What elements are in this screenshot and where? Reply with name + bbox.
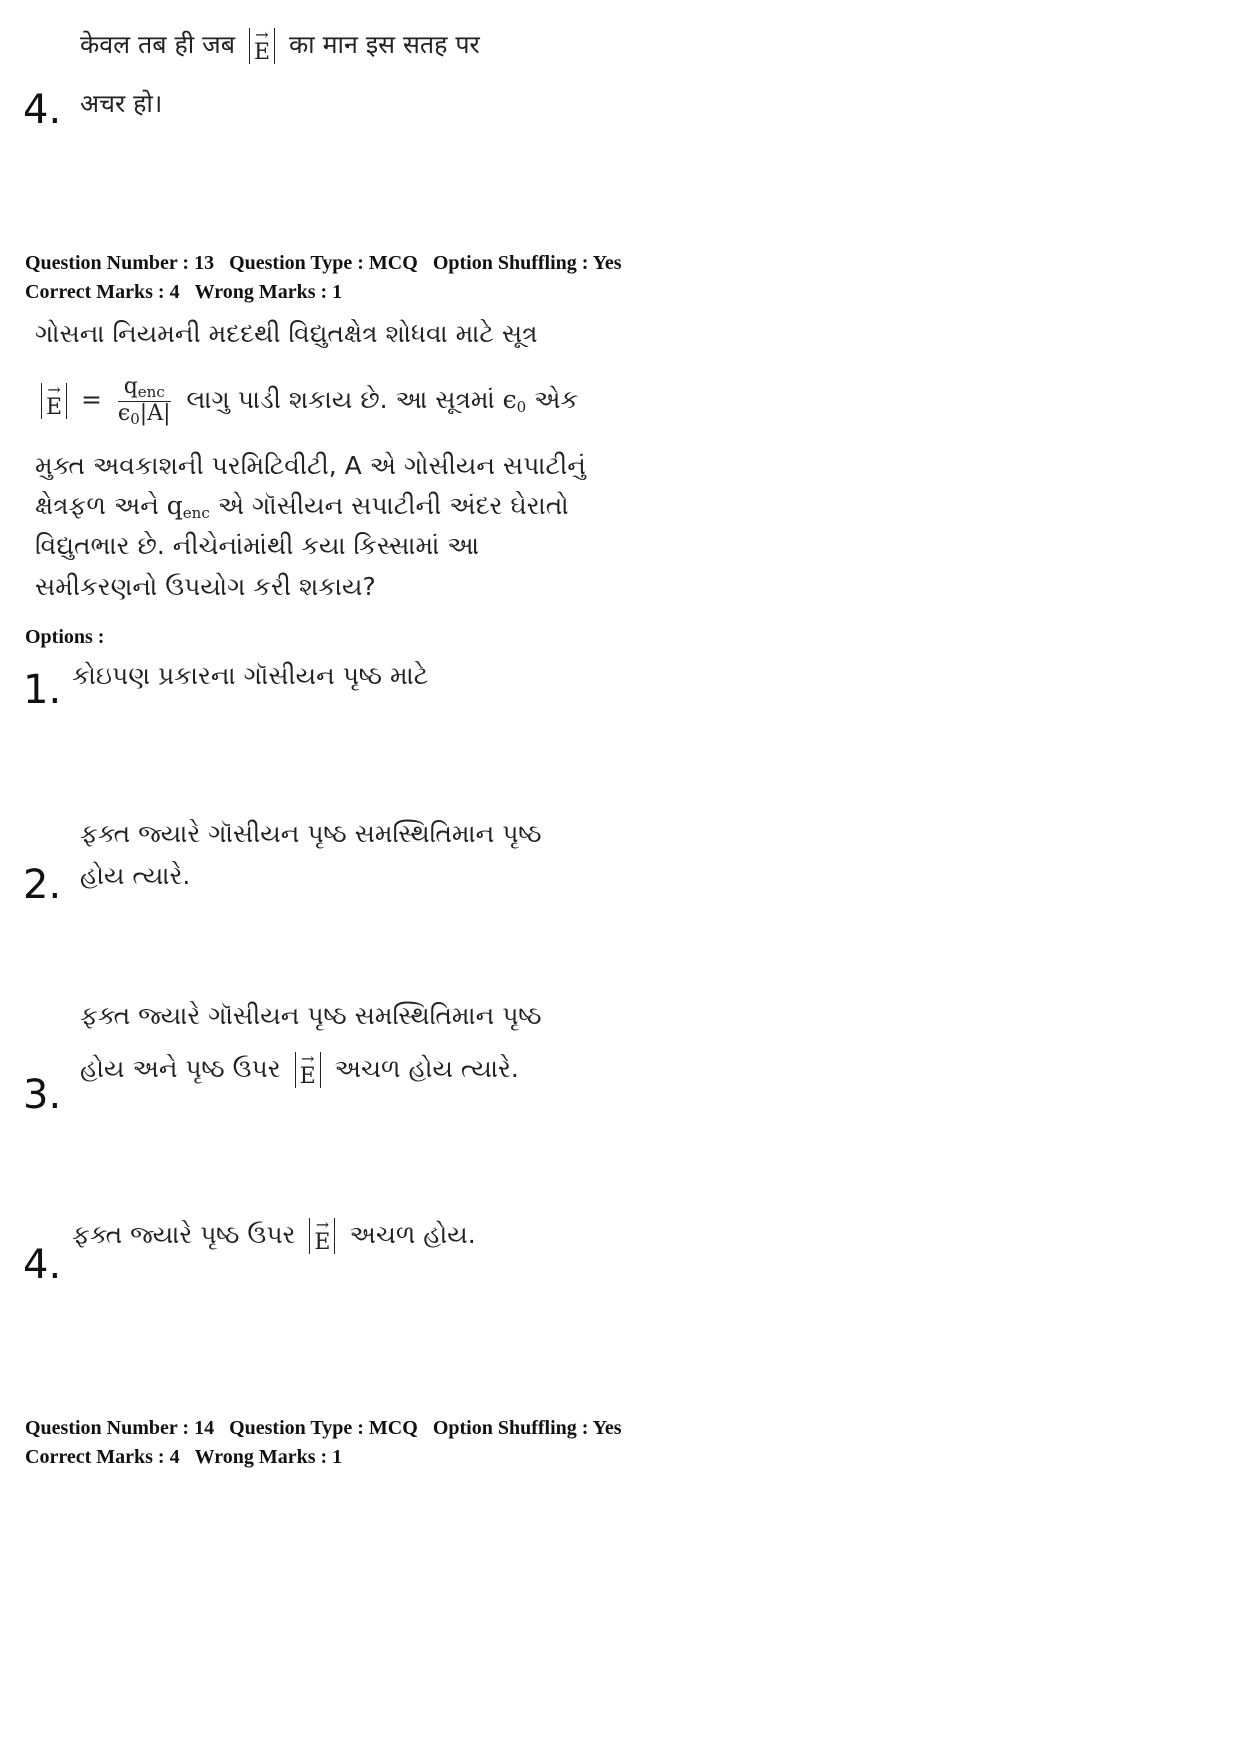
q14-header-line2: [25, 1447, 342, 1467]
question-type: Question Type : MCQ: [229, 252, 418, 274]
option-1-number: 1.: [23, 667, 62, 713]
option-1-text: કોઇપણ પ્રકારના ગૉસીયન પૃષ્ઠ માટે: [72, 661, 429, 690]
q13-line1: ગોસના નિયમની મદદથી વિદ્યુતક્ષેત્ર શોધવા માટે સૂત્ર: [35, 319, 538, 348]
wrong-marks: Wrong Marks : 1: [194, 281, 343, 303]
option-shuffling: Option Shuffling : Yes: [432, 1417, 622, 1439]
e-field-magnitude-symbol: → E: [249, 28, 275, 64]
q13-line2-after: લાગુ પાડી શકાય છે. આ સૂત્રમાં: [186, 385, 495, 414]
option-3-line1: ફક્ત જ્યારે ગૉસીયન પૃષ્ઠ સમસ્થિતિમાન પૃષ્ઠ: [80, 1001, 542, 1030]
prev-option-4-number: 4.: [23, 87, 62, 133]
e-field-magnitude-symbol: → E: [309, 1218, 335, 1254]
q13-formula-line: → E = $\frac{q_{enc}}{\epsilon_0|A|}$ લાગુ પાડી શકાય છે. આ સૂત્રમાં $\epsilon_0$ એક: [35, 375, 578, 427]
equals-sign: =: [81, 385, 102, 414]
option-2-number: 2.: [23, 862, 62, 908]
prev-option-4-line2: अचर हो।: [80, 89, 163, 118]
q13-header-line2: [25, 282, 342, 302]
question-number: Question Number : 14: [25, 1417, 215, 1439]
e-field-magnitude-symbol: → E: [41, 383, 67, 419]
q13-line3: મુક્ત અવકાશની પરમિટિવીટી, A એ ગોસીયન સપાટીનું: [35, 451, 586, 480]
prev-option-4-line1-before: केवल तब ही जब: [80, 30, 235, 59]
q13-line2-end: એક: [534, 385, 579, 414]
correct-marks: Correct Marks : 4: [25, 1446, 180, 1468]
option-shuffling: Option Shuffling : Yes: [432, 252, 622, 274]
e-field-magnitude-symbol: → E: [295, 1052, 321, 1088]
correct-marks: Correct Marks : 4: [25, 281, 180, 303]
question-type: Question Type : MCQ: [229, 1417, 418, 1439]
option-2-line2: હોય ત્યારે.: [80, 861, 191, 890]
option-4-number: 4.: [23, 1242, 62, 1288]
question-number: Question Number : 13: [25, 252, 215, 274]
q13-header-line1: [25, 253, 622, 273]
gauss-fraction: $\frac{q_{enc}}{\epsilon_0|A|}$: [117, 374, 171, 428]
prev-option-4-text: [80, 25, 480, 65]
option-4-text: ફક્ત જ્યારે પૃષ્ઠ ઉપર → E અચળ હોય.: [72, 1215, 476, 1255]
q14-header-line1: [25, 1418, 622, 1438]
option-3-number: 3.: [23, 1072, 62, 1118]
q13-line4: ક્ષેત્રફળ અને $q_{enc}$ એ ગૉસીયન સપાટીની અંદર ઘેરાતો: [35, 491, 569, 522]
wrong-marks: Wrong Marks : 1: [194, 1446, 343, 1468]
options-label: Options :: [25, 626, 105, 648]
option-2-line1: ફક્ત જ્યારે ગૉસીયન પૃષ્ઠ સમસ્થિતિમાન પૃષ્ઠ: [80, 819, 542, 848]
q13-line6: સમીકરણનો ઉપયોગ કરી શકાય?: [35, 572, 376, 601]
prev-option-4-line1-after: का मान इस सतह पर: [288, 30, 480, 59]
option-3-line2: હોય અને પૃષ્ઠ ઉપર → E અચળ હોય ત્યારે.: [80, 1049, 519, 1089]
q13-line5: વિદ્યુતભાર છે. નીચેનાંમાંથી કયા કિસ્સામાં આ: [35, 531, 480, 560]
